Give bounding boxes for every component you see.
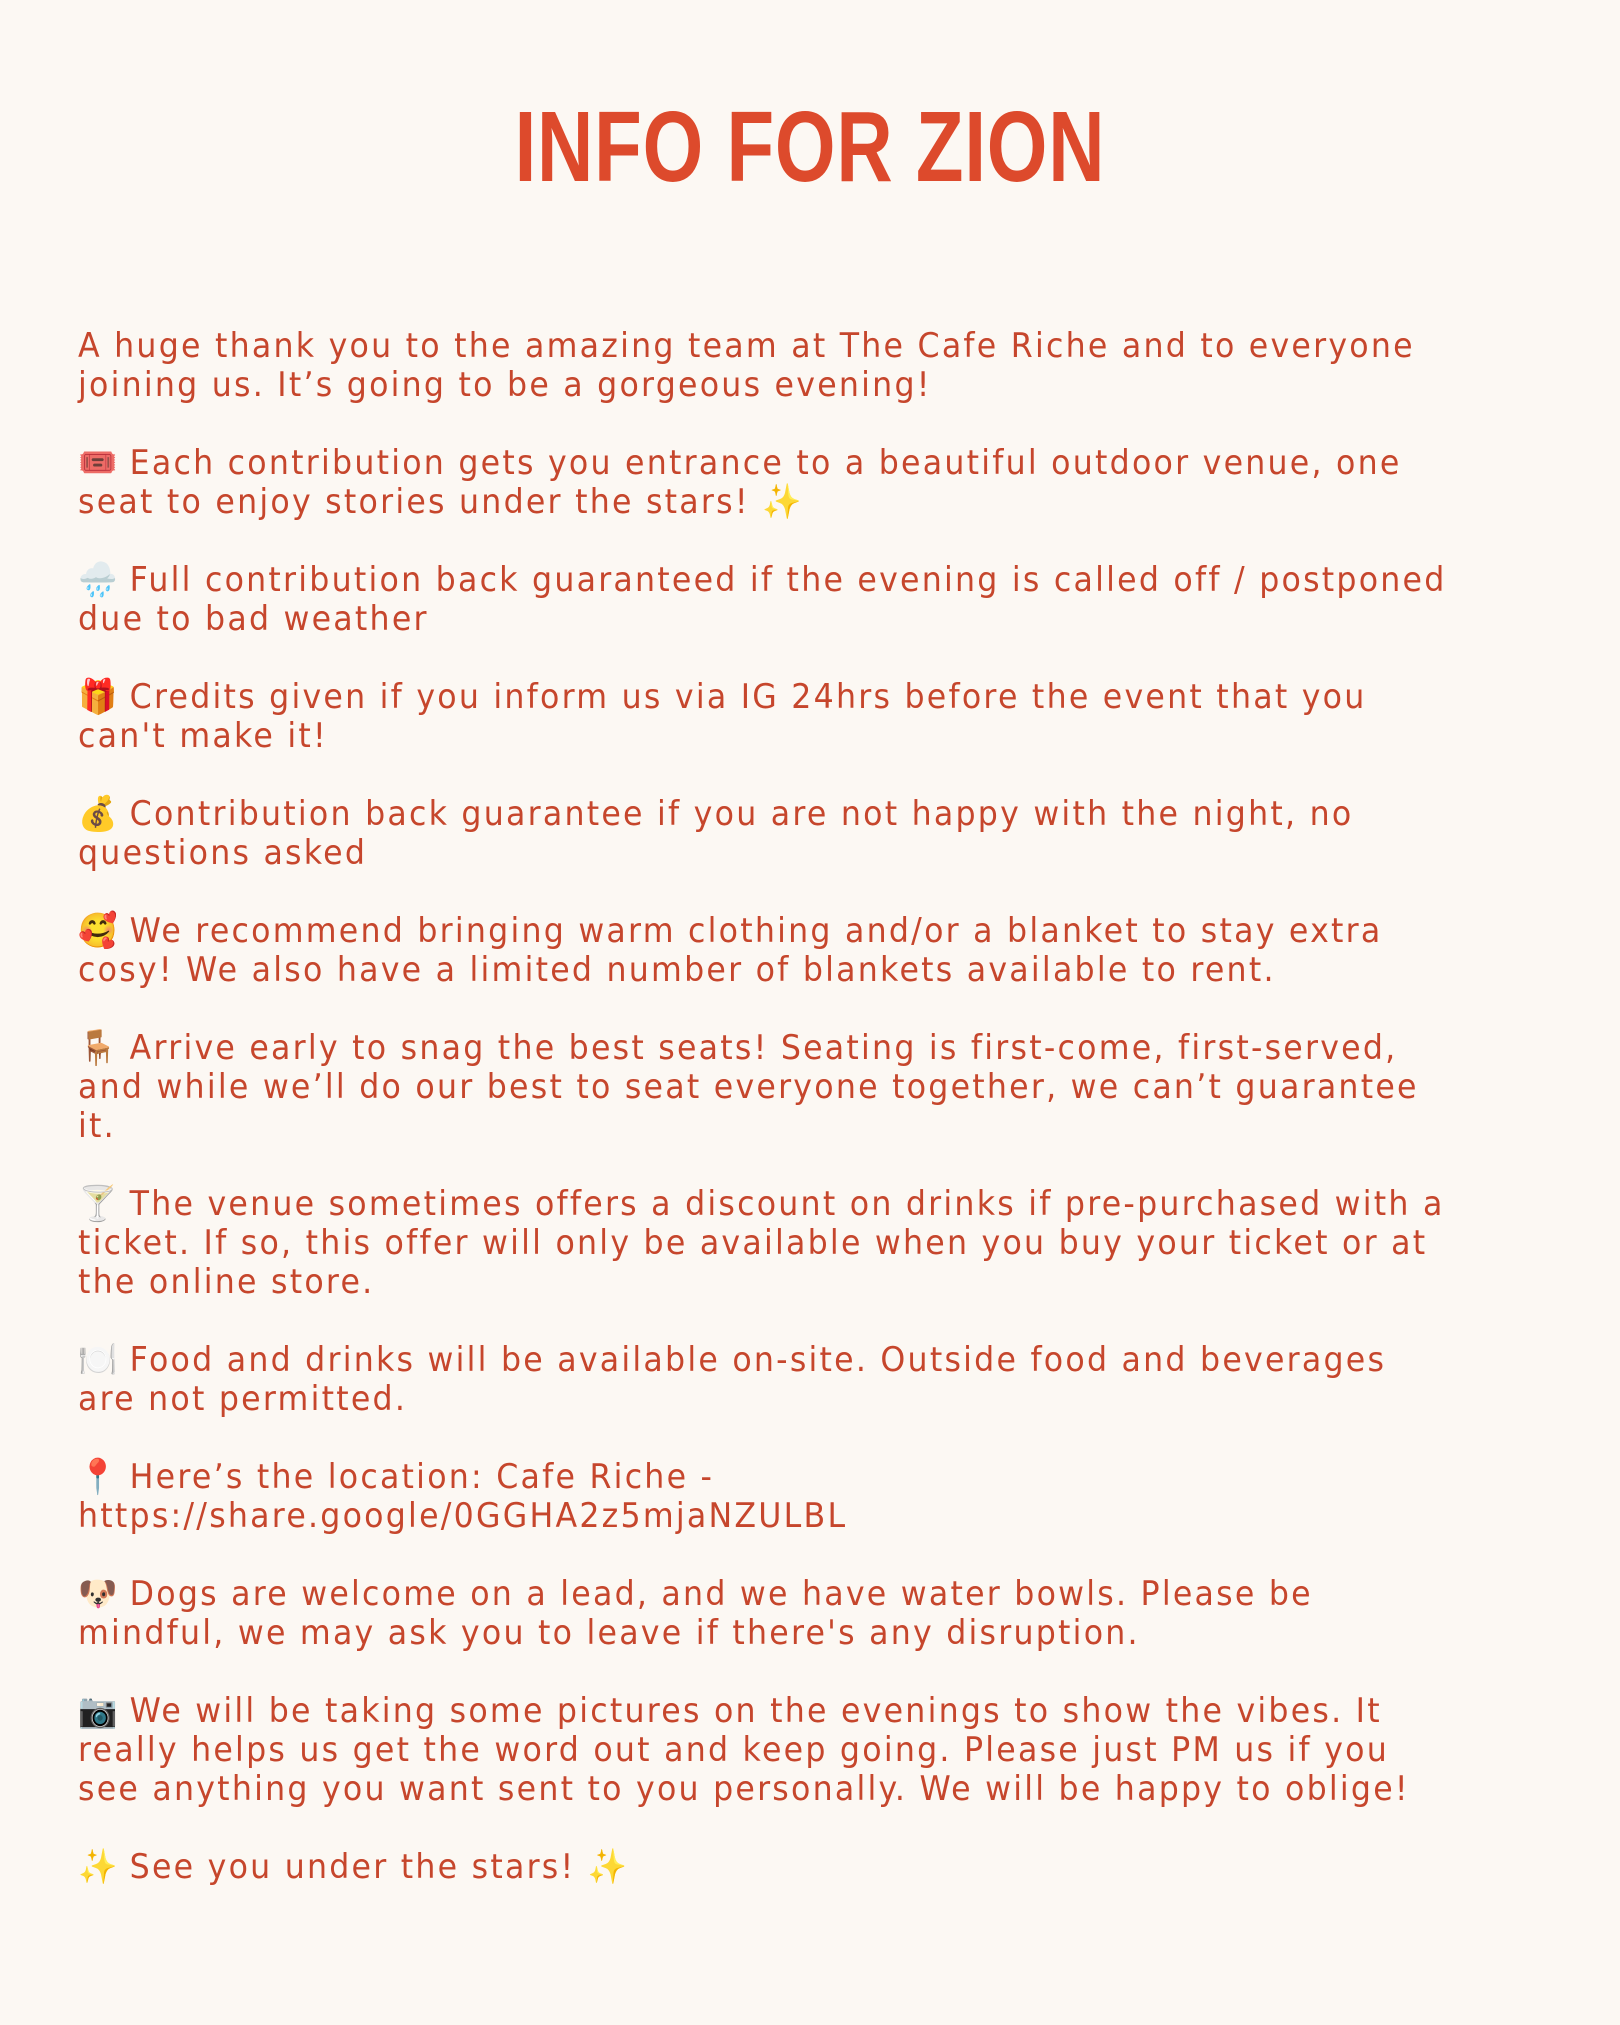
camera-icon: 📷 — [78, 1691, 118, 1731]
info-item-location — [78, 1458, 1454, 1536]
info-item-food — [78, 1341, 1454, 1419]
info-item-dogs — [78, 1575, 1454, 1653]
location-pin-icon: 📍 — [78, 1457, 118, 1497]
page-title: INFO FOR ZION — [514, 91, 1106, 203]
info-item-seating — [78, 1029, 1454, 1146]
info-item-text: Food and drinks will be available on-site. Outside food and beverages are not permitted. — [78, 1340, 1399, 1419]
info-item-photos — [78, 1692, 1454, 1809]
info-item-text: Arrive early to snag the best seats! Seating is first-come, first-served, and while we’ll do our best to seat everyone together, we can’t guarantee it. — [78, 1028, 1432, 1146]
info-item-text: Credits given if you inform us via IG 24hrs before the event that you can't make it! — [78, 677, 1379, 756]
money-bag-icon: 💰 — [78, 794, 118, 834]
chair-icon: 🪑 — [78, 1028, 118, 1068]
intro-paragraph — [78, 327, 1454, 405]
gift-icon: 🎁 — [78, 677, 118, 717]
closing-text: See you under the stars! ✨ — [129, 1847, 630, 1887]
dog-icon: 🐶 — [78, 1574, 118, 1614]
info-item-guarantee — [78, 795, 1454, 873]
ticket-icon: 🎟️ — [78, 443, 118, 483]
smiling-hearts-icon: 🥰 — [78, 911, 118, 951]
intro-text: A huge thank you to the amazing team at The Cafe Riche and to everyone joining us. It’s going to be a gorgeous evening! — [78, 326, 1428, 405]
info-item-weather — [78, 560, 1459, 639]
sparkles-icon: ✨ — [78, 1847, 118, 1887]
info-body — [78, 326, 1459, 1926]
info-item-clothing — [78, 912, 1454, 990]
info-item-text: We will be taking some pictures on the evenings to show the vibes. It really helps us get the word out and keep going. Please just PM us if you see anything you want sent to you personally. We will be happy to oblige! — [78, 1691, 1410, 1809]
plate-cutlery-icon: 🍽️ — [78, 1340, 118, 1380]
closing-line — [78, 1848, 1454, 1887]
info-item-text: The venue sometimes offers a discount on drinks if pre-purchased with a ticket. If so, this offer will only be available when you buy your ticket or at the online store. — [78, 1184, 1457, 1302]
info-item-entrance — [78, 444, 1454, 522]
info-item-text: Dogs are welcome on a lead, and we have water bowls. Please be mindful, we may ask you to leave if there's any disruption. — [78, 1574, 1326, 1653]
info-item-credits — [78, 678, 1454, 756]
info-item-drinks-discount — [78, 1184, 1457, 1302]
info-item-text: Each contribution gets you entrance to a beautiful outdoor venue, one seat to enjoy stories under the stars! ✨ — [78, 443, 1414, 522]
rain-cloud-icon: 🌧️ — [78, 560, 118, 600]
info-item-text: We recommend bringing warm clothing and/or a blanket to stay extra cosy! We also have a limited number of blankets available to rent. — [78, 911, 1395, 990]
info-item-text: Contribution back guarantee if you are not happy with the night, no questions asked — [78, 794, 1366, 873]
info-item-text: Full contribution back guaranteed if the evening is called off / postponed due to bad weather — [78, 560, 1459, 639]
info-item-text: Here’s the location: Cafe Riche - https://share.google/0GGHA2z5mjaNZULBL — [78, 1457, 848, 1536]
cocktail-icon: 🍸 — [78, 1184, 118, 1224]
